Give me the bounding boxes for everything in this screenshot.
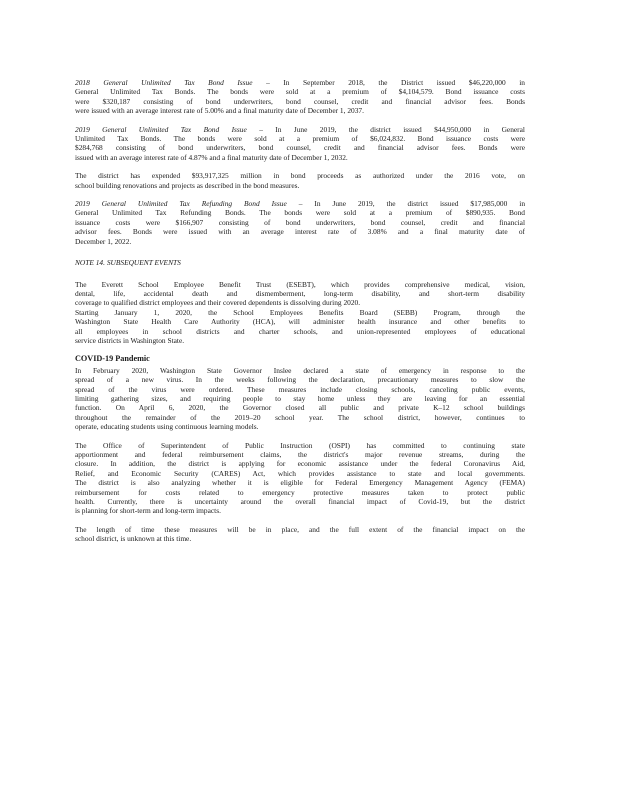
esebt-line-2: dental, life, accidental death and dismemberment, long-term disability, and short-term disability — [75, 288, 525, 298]
refunding-2019-line-2: General Unlimited Tax Refunding Bonds. The bonds were sold at a premium of $890,935. Bond — [75, 208, 525, 218]
refunding-2019-line-3: issuance costs were $166,907 consisting of bond underwriters, bond counsel, credit and financial — [75, 217, 525, 227]
esebt-line-4: Starting January 1, 2020, the School Employees Benefits Board (SEBB) Program, through the — [75, 307, 525, 317]
covid-p2-line-1: The Office of Superintendent of Public Instruction (OSPI) has committed to continuing state — [75, 440, 525, 450]
bond-2018-paragraph — [75, 78, 525, 116]
refunding-2019-line-1 — [75, 199, 525, 208]
covid-p1-line-4: limiting gathering sizes, and requiring people to stay home unless they are leaving for an essential — [75, 393, 525, 403]
bond-2018-lead: 2018 General Unlimited Tax Bond Issue — [75, 78, 253, 87]
bond-2019-paragraph — [75, 125, 525, 163]
bond-expended-line-1: The district has expended $93,917,325 million in bond proceeds as authorized under the 2016 vote, on — [75, 171, 525, 181]
covid-heading: COVID-19 Pandemic — [75, 354, 150, 364]
refunding-2019-line-5: December 1, 2022. — [75, 236, 132, 246]
covid-paragraph-1 — [75, 366, 525, 432]
covid-p2-line-8: is planning for short-term and long-term impacts. — [75, 506, 221, 516]
bond-2019-line-2: Unlimited Tax Bonds. The bonds were sold at a premium of $6,024,832. Bond issuance costs were — [75, 134, 525, 144]
covid-paragraph-2 — [75, 441, 525, 516]
bond-2019-line-1 — [75, 125, 525, 134]
covid-p2-line-3: closure. In addition, the district is applying for economic assistance under the federal Coronavirus Aid, — [75, 459, 525, 469]
covid-p2-line-7: health. Currently, there is uncertainty around the overall financial impact of Covid-19, but the district — [75, 497, 525, 507]
covid-paragraph-3 — [75, 525, 525, 544]
bond-2018-line-2: General Unlimited Tax Bonds. The bonds were sold at a premium of $4,104,579. Bond issuance costs — [75, 87, 525, 97]
esebt-line-1: The Everett School Employee Benefit Trust (ESEBT), which provides comprehensive medical, vision, — [75, 279, 525, 289]
covid-p1-line-6: throughout the remainder of the 2019–20 school year. The school district, however, continues to — [75, 412, 525, 422]
covid-p1-line-5: function. On April 6, 2020, the Governor closed all public and private K–12 school buildings — [75, 403, 525, 413]
refunding-2019-line-4: advisor fees. Bonds were issued with an average interest rate of 3.08% and a final maturity date of — [75, 227, 525, 237]
bond-2018-line-1 — [75, 78, 525, 87]
covid-p2-line-2: apportionment and federal reimbursement claims, the district's major revenue streams, during the — [75, 450, 525, 459]
covid-p1-line-1: In February 2020, Washington State Governor Inslee declared a state of emergency in response to the — [75, 365, 525, 375]
covid-p3-line-1: The length of time these measures will be in place, and the full extent of the financial impact on the — [75, 524, 525, 534]
bond-2018-line-3: were $320,187 consisting of bond underwriters, bond counsel, credit and financial advisor fees. Bonds — [75, 96, 525, 106]
esebt-line-7: service districts in Washington State. — [75, 335, 185, 345]
refunding-2019-paragraph — [75, 199, 525, 246]
covid-p1-line-3: spread of the virus were ordered. These measures include closing schools, canceling public events, — [75, 384, 525, 394]
esebt-line-3: coverage to qualified district employees and their covered dependents is dissolving during 2020. — [75, 298, 361, 308]
bond-2019-lead: 2019 General Unlimited Tax Bond Issue — [75, 124, 247, 134]
esebt-paragraph — [75, 280, 525, 346]
bond-expended-line-2: school building renovations and projects as described in the bond measures. — [75, 180, 300, 190]
bond-2018-line-1-text: – In September 2018, the District issued $46,220,000 in — [266, 78, 525, 87]
bond-2019-line-3: $284,768 consisting of bond underwriters, bond counsel, credit and financial advisor fees. Bonds were — [75, 143, 525, 153]
covid-p3-line-2: school district, is unknown at this time. — [75, 534, 192, 544]
covid-p2-line-6: reimbursement for costs related to emergency protective measures taken to protect public — [75, 487, 525, 497]
bond-2019-line-4: issued with an average interest rate of 4.87% and a final maturity date of December 1, 2032. — [75, 152, 348, 162]
covid-p2-line-5: The district is also analyzing whether it is eligible for Federal Emergency Management Agency (FEMA) — [75, 478, 525, 488]
esebt-line-6: all employees in school districts and charter schools, and union-represented employees of educational — [75, 326, 525, 336]
covid-p2-line-4: Relief, and Economic Security (CARES) Act, which provides assistance to state and local governments. — [75, 468, 525, 478]
esebt-line-5: Washington State Health Care Authority (HCA), will administer health insurance and other benefits to — [75, 317, 525, 327]
bond-expended-paragraph — [75, 171, 525, 190]
bond-2018-line-4: were issued with an average interest rate of 5.00% and a final maturity date of December 1, 2037. — [75, 106, 364, 116]
covid-p1-line-2: spread of a new virus. In the weeks following the declaration, precautionary measures to slow the — [75, 375, 525, 385]
covid-p1-line-7: operate, educating students using continuous learning models. — [75, 422, 259, 432]
note-14-heading: NOTE 14. SUBSEQUENT EVENTS — [75, 258, 181, 268]
refunding-2019-lead: 2019 General Unlimited Tax Refunding Bond Issue — [75, 199, 287, 209]
notes-content — [75, 78, 525, 553]
refunding-2019-line-1-text: – In June 2019, the district issued $17,985,000 in — [298, 199, 526, 209]
bond-2019-line-1-text: – In June 2019, the district issued $44,950,000 in General — [259, 124, 525, 134]
